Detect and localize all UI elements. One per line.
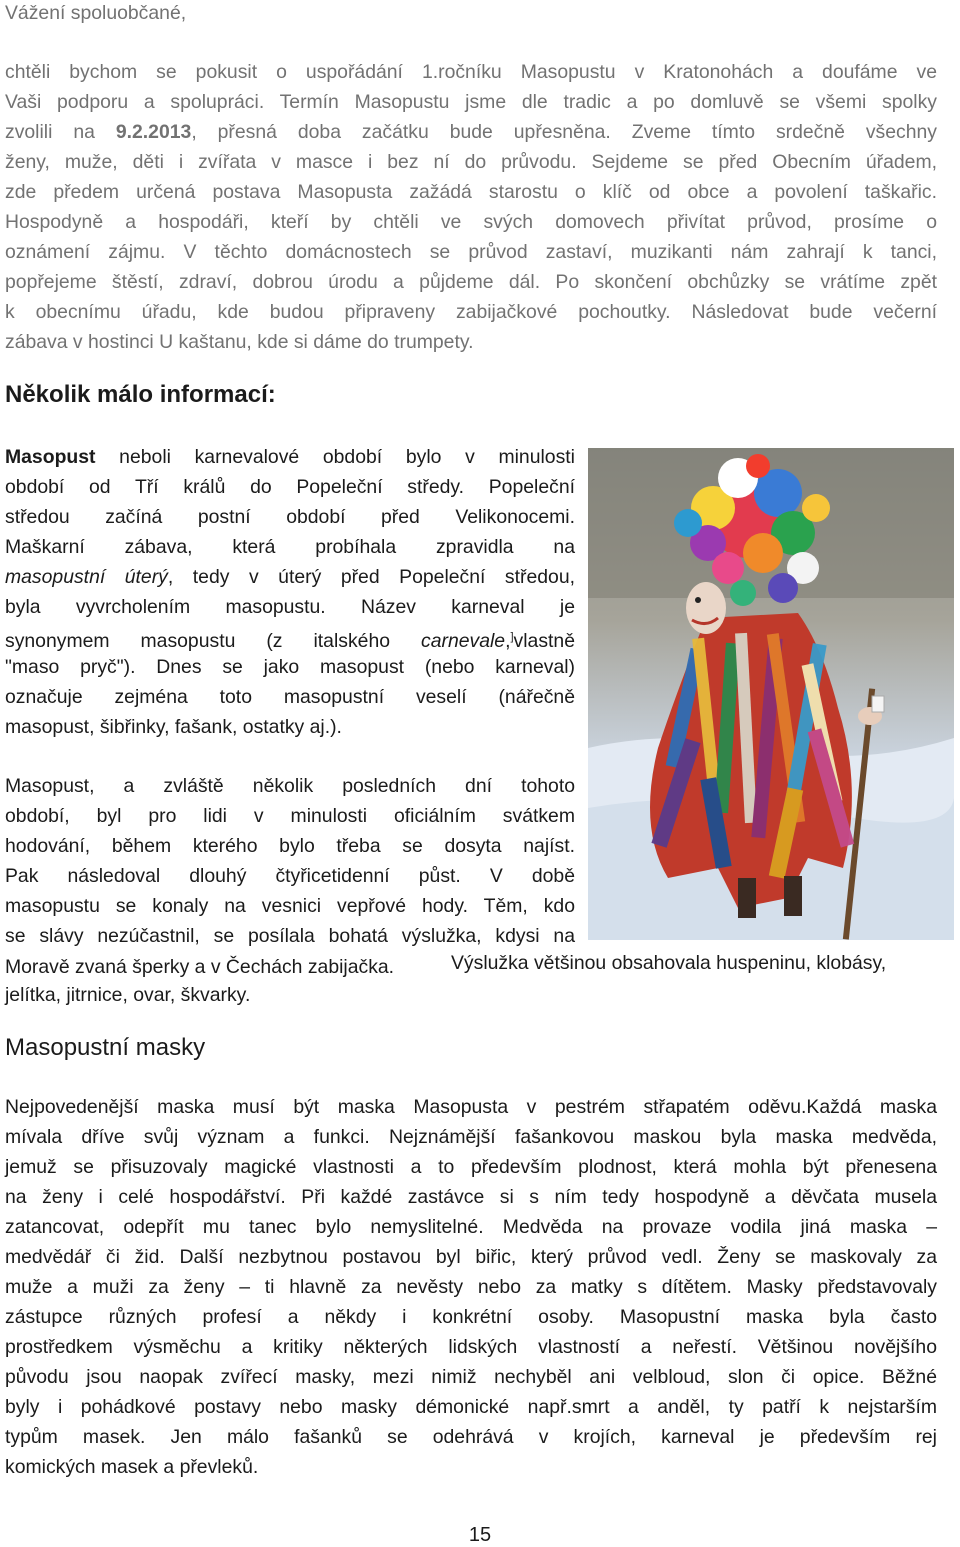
footnote-marker: ] [510,631,514,643]
photo-illustration [588,448,954,940]
info-line: středou začíná postní období před Velikonocemi. [5,506,575,528]
info-line: "maso pryč"). Dnes se jako masopust (nebo karneval) [5,656,575,678]
intro-text: , přesná doba začátku bude upřesněna. Zveme tímto srdečně všechny [191,121,937,143]
info-line: masopust, šibřinky, fašank, ostatky aj.). [5,716,342,738]
info-text: synonymem masopustu (z italského [5,630,422,652]
masks-line: medvědář či žid. Další nezbytnou postavou byl biřic, který průvod vedl. Ženy se maskovaly za [5,1246,937,1268]
greeting: Vážení spoluobčané, [5,2,187,24]
info-line [5,446,575,468]
info-line: byla vyvrcholením masopustu. Název karneval je [5,596,575,618]
feast-line: masopustu se konaly na vesnici vepřové hody. Těm, kdo [5,895,575,917]
intro-line: popřejeme štěstí, zdraví, dobrou úrodu a půjdeme dál. Po skončení obchůzky se vrátíme zpět [5,271,937,293]
term-masopustni-utery: masopustní úterý [5,566,168,588]
info-text: , tedy v úterý před Popeleční středou, [167,566,575,588]
intro-line: Hospodyně a hospodáři, kteří by chtěli ve svých domovech přivítat průvod, prosíme o [5,211,937,233]
masks-line: typům masek. Jen málo fašanků se odehrává v krojích, karneval je především rej [5,1426,937,1448]
feast-line: období, byl pro lidi v minulosti oficiálním svátkem [5,805,575,827]
intro-line: ženy, muže, děti i zvířata v masce i bez ní do průvodu. Sejdeme se před Obecním úřadem, [5,151,937,173]
info-heading: Několik málo informací: [5,381,276,408]
masks-line: na ženy i celé hospodářství. Při každé zastávce si s ním tedy hospodyně a děvčata musela [5,1186,937,1208]
info-text: , [505,630,511,652]
masks-line: původu jsou naopak zvířecí masky, mezi nimiž nechyběl ani velbloud, slon či opice. Běžné [5,1366,937,1388]
masks-line: byly i pohádkové postavy nebo masky démonické např.smrt a anděl, ty patří k nejstarším [5,1396,937,1418]
feast-line: Masopust, a zvláště několik posledních dní tohoto [5,775,575,797]
feast-line: hodování, během kterého bylo třeba se dosyta najíst. [5,835,575,857]
feast-line: se slávy nezúčastnil, se posílala bohatá výslužka, kdysi na [5,925,575,947]
page-number: 15 [468,1524,492,1546]
info-line [5,566,575,588]
masopust-mask-photo [588,448,954,940]
feast-line: Moravě zvaná šperky a v Čechách zabijačka. [5,956,395,978]
intro-line: oznámení zájmu. V těchto domácnostech se průvod zastaví, muzikanti nám zahrají k tanci, [5,241,937,263]
masks-line: jemuž se přisuzovaly magické vlastnosti a to především plodnost, která mohla být přenesena [5,1156,937,1178]
masks-line: zástupce různých profesí a někdy i konkrétní osoby. Masopustní maska byla často [5,1306,937,1328]
info-text: neboli karnevalové období bylo v minulosti [95,446,575,468]
intro-line [5,121,937,143]
term-carnevale: carnevale [421,630,506,652]
masks-line: zatancovat, odepřít mu tanec bylo nemyslitelné. Medvěda na provaze vodila jiná maska – [5,1216,937,1238]
masks-line: muže a muži za ženy – ti hlavně za nevěsty nebo za matky s dítětem. Masky představovaly [5,1276,937,1298]
intro-line: chtěli bychom se pokusit o uspořádání 1.ročníku Masopustu v Kratonohách a doufáme ve [5,61,937,83]
info-text: vlastně [513,630,575,652]
intro-text: zvolili na [5,121,116,143]
info-line [5,626,575,652]
intro-line: Vaši podporu a spolupráci. Termín Masopustu jsme dle tradic a po domluvě se všemi spolky [5,91,937,113]
info-line: období od Tří králů do Popeleční středy. Popeleční [5,476,575,498]
event-date: 9.2.2013 [115,121,192,143]
intro-line: zde předem určená postava Masopusta zažádá starostu o klíč od obce a povolení taškařic. [5,181,937,203]
term-masopust: Masopust [5,446,96,468]
masks-heading: Masopustní masky [5,1034,206,1061]
feast-line: jelítka, jitrnice, ovar, škvarky. [5,984,251,1006]
info-line: označuje zejména toto masopustní veselí (nářečně [5,686,575,708]
masks-line: Nejpovedenější maska musí být maska Masopusta v pestrém střapatém oděvu.Každá maska [5,1096,937,1118]
intro-line: zábava v hostinci U kaštanu, kde si dáme do trumpety. [5,331,474,353]
intro-line: k obecnímu úřadu, kde budou připraveny zabijačkové pochoutky. Následovat bude večerní [5,301,937,323]
feast-line: Pak následoval dlouhý čtyřicetidenní půst. V době [5,865,575,887]
masks-line: prostředkem výsměchu a kritiky některých lidských vlastností a neřestí. Většinou novějšího [5,1336,937,1358]
feast-line: Výslužka většinou obsahovala huspeninu, klobásy, [451,952,887,974]
masks-line: mívala dříve svůj význam a funkci. Nejznámější fašankovou maskou byla maska medvěda, [5,1126,937,1148]
masks-line: komických masek a převleků. [5,1456,259,1478]
info-line: Maškarní zábava, která probíhala zpravidla na [5,536,575,558]
